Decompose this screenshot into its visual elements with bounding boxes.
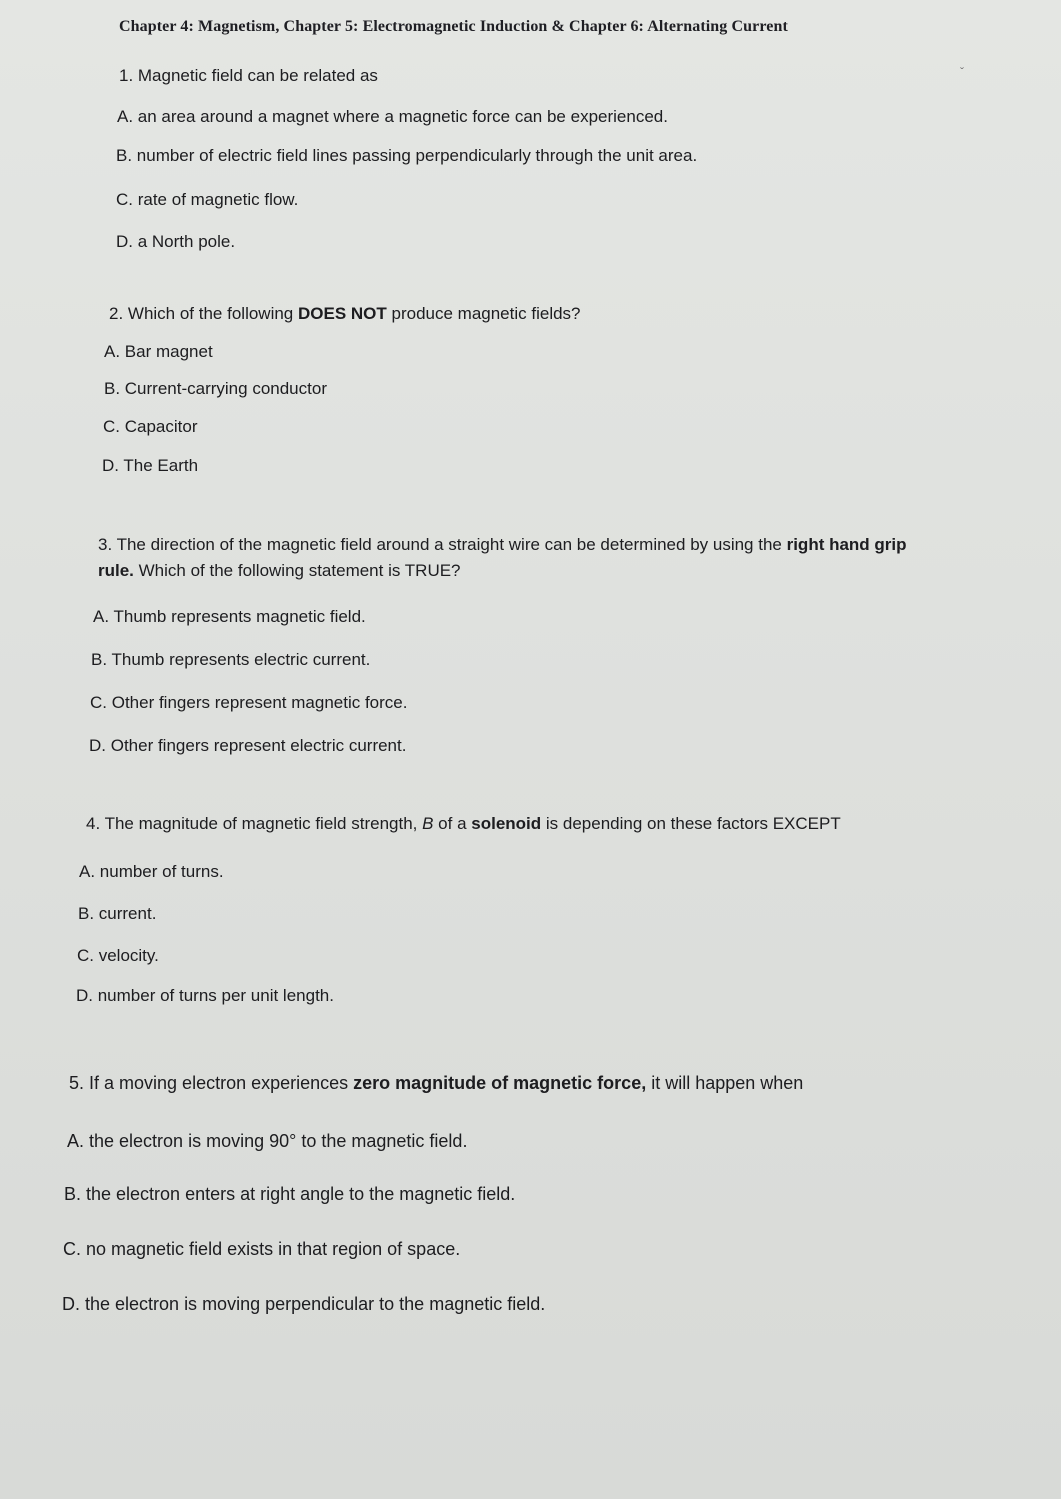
question-1-stem: 1. Magnetic field can be related as xyxy=(119,66,378,85)
question-2-option-a: A. Bar magnet xyxy=(104,342,213,361)
question-3-stem-line-1 xyxy=(98,535,907,555)
question-5-option-a-degree: 90° xyxy=(269,1131,297,1151)
question-4-stem-post: is depending on these factors EXCEPT xyxy=(541,814,841,833)
question-2-option-b: B. Current-carrying conductor xyxy=(104,379,327,398)
question-4-option-c: C. velocity. xyxy=(77,946,159,965)
question-2-stem xyxy=(109,304,581,324)
question-5-option-c: C. no magnetic field exists in that region of space. xyxy=(63,1239,461,1259)
question-5-option-a-pre: A. the electron is moving xyxy=(67,1131,270,1151)
question-5-option-a xyxy=(67,1131,467,1152)
question-5-option-b: B. the electron enters at right angle to the magnetic field. xyxy=(64,1184,516,1204)
question-3-option-a: A. Thumb represents magnetic field. xyxy=(93,607,366,626)
question-2-option-d: D. The Earth xyxy=(102,456,199,475)
question-1-option-a: A. an area around a magnet where a magnetic force can be experienced. xyxy=(117,107,668,126)
question-3-stem-emphasis: right hand grip xyxy=(786,535,907,554)
question-1-option-c: C. rate of magnetic flow. xyxy=(116,190,299,209)
question-3-stem-post: Which of the following statement is TRUE? xyxy=(133,561,461,580)
page-title: Chapter 4: Magnetism, Chapter 5: Electromagnetic Induction & Chapter 6: Alternating Current xyxy=(119,18,788,35)
question-3-stem-emphasis-2: rule. xyxy=(98,561,134,580)
question-4-stem-pre: 4. The magnitude of magnetic field strength, xyxy=(86,814,423,833)
question-1-option-b: B. number of electric field lines passing perpendicularly through the unit area. xyxy=(116,146,698,165)
question-4-stem-emphasis: solenoid xyxy=(471,814,542,833)
question-5-option-d: D. the electron is moving perpendicular to the magnetic field. xyxy=(62,1294,546,1314)
question-5-stem-emphasis: zero magnitude of magnetic force, xyxy=(353,1073,647,1093)
question-4-option-a: A. number of turns. xyxy=(79,862,224,881)
question-2-stem-pre: 2. Which of the following xyxy=(109,304,298,323)
question-3-option-d: D. Other fingers represent electric current. xyxy=(89,736,407,755)
question-4-stem-mid: of a xyxy=(433,814,472,833)
question-3-stem-line-2 xyxy=(98,561,461,581)
question-5-stem-pre: 5. If a moving electron experiences xyxy=(69,1073,354,1093)
question-3-option-c: C. Other fingers represent magnetic force. xyxy=(90,693,408,712)
question-1-option-d: D. a North pole. xyxy=(116,232,236,251)
question-3-option-b: B. Thumb represents electric current. xyxy=(91,650,371,669)
question-2-option-c: C. Capacitor xyxy=(103,417,198,436)
question-4-option-b: B. current. xyxy=(78,904,157,923)
question-2-stem-emphasis: DOES NOT xyxy=(297,304,387,323)
question-5-option-a-post: to the magnetic field. xyxy=(296,1131,468,1151)
question-2-stem-post: produce magnetic fields? xyxy=(386,304,581,323)
question-4-stem xyxy=(86,814,841,834)
question-5-stem xyxy=(69,1073,803,1094)
question-5-stem-post: it will happen when xyxy=(646,1073,804,1093)
question-4-option-d: D. number of turns per unit length. xyxy=(76,986,334,1005)
pen-tick-mark: ˇ xyxy=(960,65,964,79)
question-3-stem-pre: 3. The direction of the magnetic field around a straight wire can be determined by using the xyxy=(98,535,787,554)
question-4-stem-variable: B xyxy=(422,814,434,833)
